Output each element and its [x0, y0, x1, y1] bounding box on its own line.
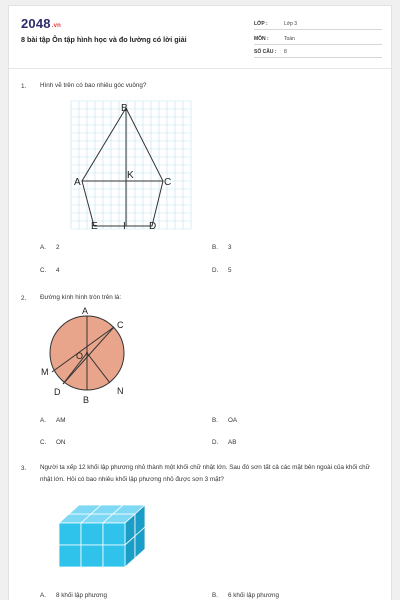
figure-label: N — [117, 386, 124, 396]
answer-option[interactable] — [212, 592, 279, 599]
answer-option[interactable] — [212, 267, 232, 274]
meta-value: 8 — [284, 49, 287, 55]
meta-row-question-count — [254, 48, 382, 58]
worksheet-page — [8, 5, 392, 600]
answer-option[interactable] — [40, 439, 65, 446]
answer-option[interactable] — [212, 244, 232, 251]
logo-domain: .vn — [51, 23, 62, 29]
document-title: 8 bài tập Ôn tập hình học và đo lường có lời giải — [21, 35, 187, 44]
grid-lines — [71, 101, 191, 229]
center-point — [86, 352, 88, 354]
option-letter: A. — [40, 244, 46, 251]
meta-label: SỐ CÂU : — [254, 49, 277, 55]
meta-label: MÔN : — [254, 36, 269, 42]
option-text: OA — [228, 417, 238, 424]
cube-face — [103, 545, 125, 567]
cube-face — [103, 523, 125, 545]
answer-option[interactable] — [40, 417, 65, 424]
header-divider — [9, 68, 391, 69]
option-text: 8 khối lập phương — [56, 592, 108, 599]
option-letter: D. — [212, 267, 219, 274]
option-letter: B. — [212, 592, 218, 599]
answer-option[interactable] — [40, 592, 107, 599]
answer-option[interactable] — [212, 417, 237, 424]
question-number: 2. — [21, 295, 27, 302]
figure-label: D — [149, 221, 157, 231]
figure-label: C — [117, 320, 124, 330]
figure-label: D — [54, 387, 61, 397]
option-letter: B. — [212, 417, 218, 424]
question-text: Hình vẽ trên có bao nhiêu góc vuông? — [40, 82, 147, 89]
meta-label: LỚP : — [254, 21, 268, 27]
cube-block-figure — [47, 500, 147, 572]
figure-label: M — [41, 367, 49, 377]
option-letter: B. — [212, 244, 218, 251]
answer-option[interactable] — [40, 267, 60, 274]
cube-face — [81, 545, 103, 567]
figure-label: A — [82, 306, 89, 316]
option-text: 4 — [56, 267, 60, 274]
logo-text: 2048 — [21, 16, 51, 31]
figure-label: A — [74, 177, 81, 188]
question-number: 1. — [21, 83, 27, 90]
figure-label: B — [83, 395, 90, 404]
meta-value: Toán — [284, 36, 295, 42]
option-text: 2 — [56, 244, 60, 251]
answer-option[interactable] — [212, 439, 236, 446]
option-text: 3 — [228, 244, 232, 251]
option-text: 6 khối lập phương — [228, 592, 280, 599]
figure-label: C — [164, 177, 172, 188]
figure-label: E — [91, 221, 98, 231]
question-number: 3. — [21, 465, 27, 472]
site-logo[interactable] — [21, 16, 61, 31]
option-text: AB — [228, 439, 237, 446]
figure-label: O — [76, 351, 84, 361]
option-letter: D. — [212, 439, 219, 446]
option-letter: A. — [40, 592, 46, 599]
figure-label: B — [121, 103, 128, 114]
figure-label: I — [123, 221, 126, 231]
option-text: 5 — [228, 267, 232, 274]
cube-face — [81, 523, 103, 545]
answer-option[interactable] — [40, 244, 60, 251]
meta-row-grade — [254, 20, 382, 30]
cube-face — [59, 545, 81, 567]
option-letter: C. — [40, 267, 47, 274]
meta-value: Lớp 3 — [284, 21, 298, 27]
option-letter: A. — [40, 417, 46, 424]
option-letter: C. — [40, 439, 47, 446]
option-text: AM — [56, 417, 66, 424]
question-text: Người ta xếp 12 khối lập phương nhỏ thành một khối chữ nhật lớn. Sau đó sơn tất cả các mặt bên ngoài của khối chữ nhật lớn. Hỏi có bao nhiêu khối lập phương nhỏ được sơn 3 mặt? — [40, 464, 370, 483]
question-text: Đường kính hình tròn trên là: — [40, 294, 122, 301]
circle-figure — [37, 304, 147, 404]
option-text: ON — [56, 439, 66, 446]
figure-label: K — [127, 170, 134, 181]
cube-face — [59, 523, 81, 545]
front-face — [59, 523, 125, 567]
pentagon-grid-figure — [63, 99, 203, 231]
meta-row-subject — [254, 35, 382, 45]
